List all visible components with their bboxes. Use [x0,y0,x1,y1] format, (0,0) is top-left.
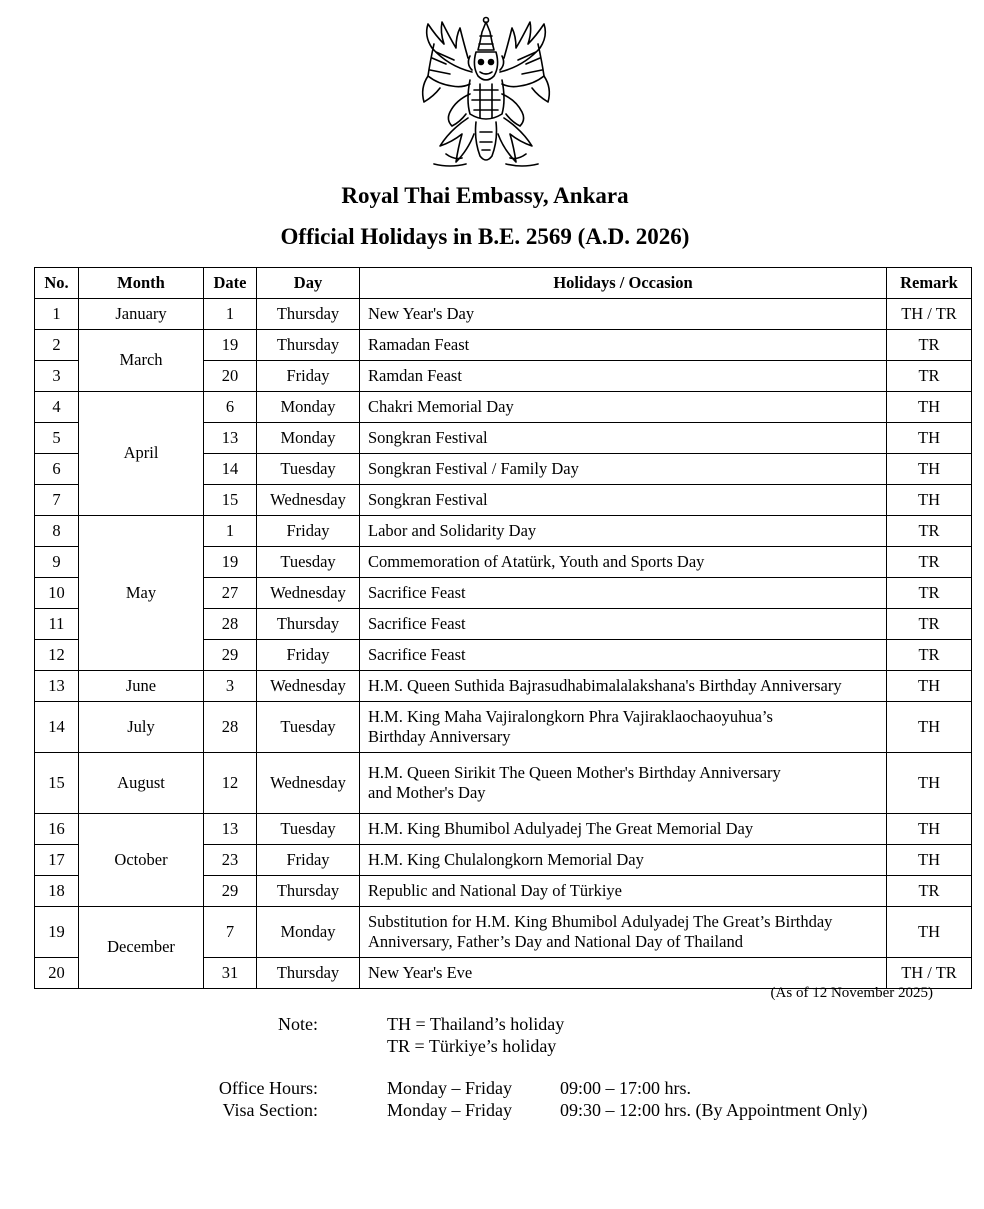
table-row [35,392,972,423]
cell-no: 11 [35,609,79,640]
occasion-line-2: Anniversary, Father’s Day and National Day of Thailand [368,932,743,951]
occasion-line-1: Substitution for H.M. King Bhumibol Adulyadej The Great’s Birthday [368,911,833,931]
table-row [35,702,972,753]
cell-date: 12 [204,753,257,814]
cell-month: December [79,907,204,989]
office-hours-time: 09:00 – 17:00 hrs. [560,1078,692,1098]
cell-occasion: Sacrifice Feast [360,640,887,671]
cell-day: Tuesday [257,814,360,845]
table-row [35,516,972,547]
cell-occasion: Songkran Festival [360,485,887,516]
cell-occasion: Republic and National Day of Türkiye [360,876,887,907]
cell-date: 13 [204,814,257,845]
cell-day: Tuesday [257,702,360,753]
visa-section-time: 09:30 – 12:00 hrs. (By Appointment Only) [560,1100,868,1120]
visa-section-label: Visa Section: [222,1100,318,1120]
cell-no: 17 [35,845,79,876]
cell-no: 4 [35,392,79,423]
table-row [35,814,972,845]
office-hours-days: Monday – Friday [387,1078,512,1098]
note-label: Note: [278,1014,318,1034]
cell-occasion: New Year's Day [360,299,887,330]
cell-remark: TH / TR [887,299,972,330]
cell-date: 7 [204,907,257,958]
cell-date: 27 [204,578,257,609]
cell-no: 1 [35,299,79,330]
cell-occasion [360,753,887,814]
cell-date: 3 [204,671,257,702]
cell-no: 8 [35,516,79,547]
cell-remark: TH [887,485,972,516]
cell-month: April [79,392,204,516]
cell-day: Wednesday [257,753,360,814]
cell-month: July [79,702,204,753]
cell-remark: TH [887,423,972,454]
table-row [35,299,972,330]
cell-date: 6 [204,392,257,423]
cell-remark: TR [887,640,972,671]
cell-month: October [79,814,204,907]
cell-day: Tuesday [257,454,360,485]
cell-occasion: New Year's Eve [360,958,887,989]
column-header-no: No. [35,268,79,299]
cell-no: 5 [35,423,79,454]
cell-date: 1 [204,516,257,547]
cell-date: 28 [204,702,257,753]
occasion-line-2: Birthday Anniversary [368,727,511,746]
column-header-day: Day [257,268,360,299]
cell-no: 2 [35,330,79,361]
cell-occasion: H.M. Queen Suthida Bajrasudhabimalalakshana's Birthday Anniversary [360,671,887,702]
cell-no: 7 [35,485,79,516]
occasion-line-2: and Mother's Day [368,783,486,802]
cell-no: 6 [35,454,79,485]
cell-date: 29 [204,640,257,671]
cell-date: 19 [204,330,257,361]
cell-day: Friday [257,361,360,392]
occasion-line-1: H.M. King Maha Vajiralongkorn Phra Vajiraklaochaoyuhua’s [368,706,773,726]
column-header-month: Month [79,268,204,299]
cell-occasion [360,702,887,753]
cell-remark: TH [887,753,972,814]
cell-day: Friday [257,845,360,876]
cell-day: Thursday [257,958,360,989]
cell-day: Tuesday [257,547,360,578]
cell-remark: TR [887,578,972,609]
visa-section-days: Monday – Friday [387,1100,512,1120]
cell-day: Thursday [257,330,360,361]
cell-no: 12 [35,640,79,671]
cell-month: March [79,330,204,392]
cell-no: 3 [35,361,79,392]
cell-day: Thursday [257,299,360,330]
cell-date: 19 [204,547,257,578]
column-header-occasion: Holidays / Occasion [360,268,887,299]
cell-no: 9 [35,547,79,578]
cell-occasion [360,907,887,958]
cell-no: 16 [35,814,79,845]
cell-no: 13 [35,671,79,702]
cell-day: Friday [257,640,360,671]
cell-remark: TH [887,845,972,876]
cell-occasion: Songkran Festival / Family Day [360,454,887,485]
garuda-emblem [410,14,562,172]
cell-month: June [79,671,204,702]
cell-remark: TH [887,702,972,753]
office-hours-label: Office Hours: [218,1078,318,1098]
cell-no: 20 [35,958,79,989]
table-row [35,671,972,702]
table-header-row [35,268,972,299]
cell-date: 31 [204,958,257,989]
cell-date: 29 [204,876,257,907]
cell-occasion: Ramadan Feast [360,330,887,361]
cell-occasion: H.M. King Bhumibol Adulyadej The Great Memorial Day [360,814,887,845]
cell-remark: TH [887,454,972,485]
cell-date: 23 [204,845,257,876]
cell-day: Wednesday [257,485,360,516]
cell-day: Friday [257,516,360,547]
cell-no: 18 [35,876,79,907]
page-title: Royal Thai Embassy, Ankara [341,183,629,208]
cell-remark: TR [887,330,972,361]
as-of-date: (As of 12 November 2025) [770,985,933,1001]
cell-remark: TR [887,876,972,907]
cell-day: Monday [257,392,360,423]
cell-remark: TH [887,814,972,845]
cell-date: 1 [204,299,257,330]
table-row [35,330,972,361]
cell-occasion: Commemoration of Atatürk, Youth and Sports Day [360,547,887,578]
note-th: TH = Thailand’s holiday [387,1014,565,1034]
cell-occasion: Ramdan Feast [360,361,887,392]
cell-remark: TR [887,516,972,547]
cell-remark: TH [887,671,972,702]
cell-occasion: Sacrifice Feast [360,578,887,609]
cell-no: 14 [35,702,79,753]
cell-occasion: Sacrifice Feast [360,609,887,640]
occasion-line-1: H.M. Queen Sirikit The Queen Mother's Birthday Anniversary [368,762,781,782]
note-tr: TR = Türkiye’s holiday [387,1036,557,1056]
cell-day: Monday [257,423,360,454]
cell-remark: TH [887,907,972,958]
cell-date: 13 [204,423,257,454]
cell-remark: TH [887,392,972,423]
cell-remark: TR [887,361,972,392]
cell-occasion: Chakri Memorial Day [360,392,887,423]
cell-day: Wednesday [257,578,360,609]
cell-occasion: Labor and Solidarity Day [360,516,887,547]
cell-date: 28 [204,609,257,640]
cell-no: 19 [35,907,79,958]
cell-date: 20 [204,361,257,392]
cell-remark: TH / TR [887,958,972,989]
cell-remark: TR [887,609,972,640]
column-header-date: Date [204,268,257,299]
table-row [35,753,972,814]
cell-no: 10 [35,578,79,609]
holidays-table [34,267,972,989]
table-row [35,907,972,958]
cell-day: Monday [257,907,360,958]
cell-occasion: Songkran Festival [360,423,887,454]
cell-day: Thursday [257,609,360,640]
cell-no: 15 [35,753,79,814]
cell-day: Wednesday [257,671,360,702]
cell-month: January [79,299,204,330]
page-subtitle: Official Holidays in B.E. 2569 (A.D. 2026) [280,224,690,249]
cell-day: Thursday [257,876,360,907]
cell-date: 14 [204,454,257,485]
cell-occasion: H.M. King Chulalongkorn Memorial Day [360,845,887,876]
cell-remark: TR [887,547,972,578]
cell-month: August [79,753,204,814]
cell-month: May [79,516,204,671]
cell-date: 15 [204,485,257,516]
column-header-remark: Remark [887,268,972,299]
